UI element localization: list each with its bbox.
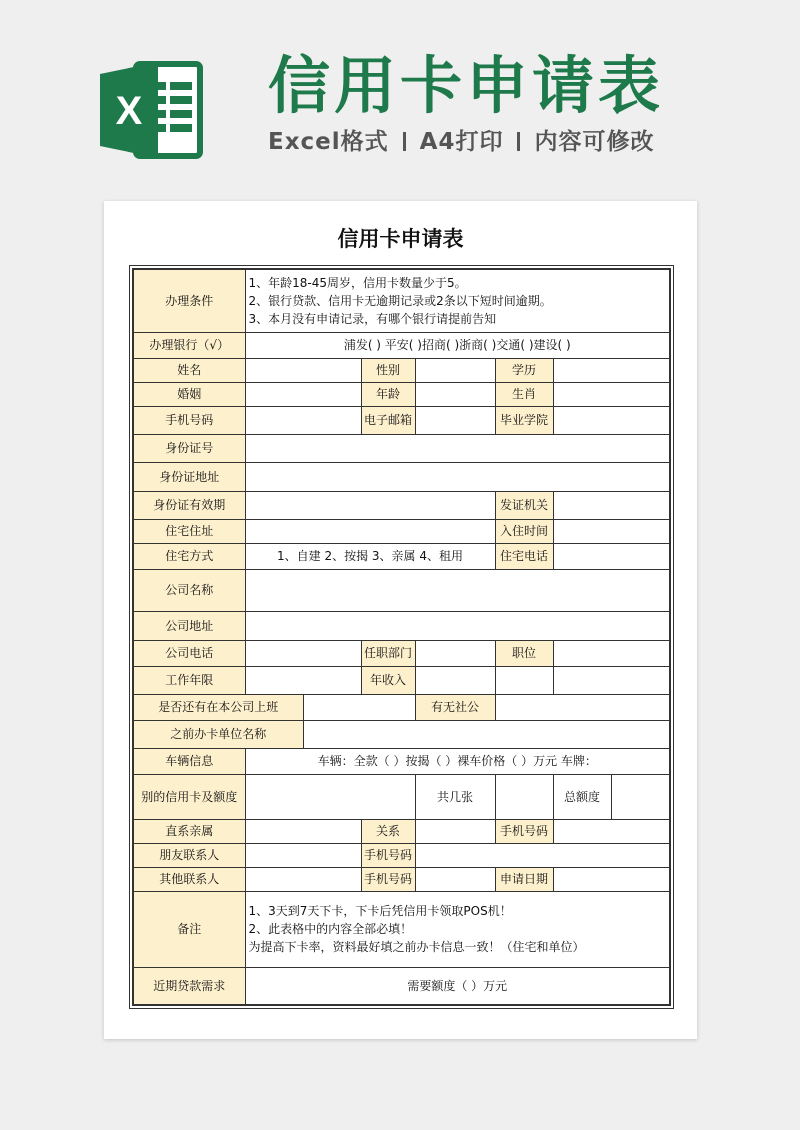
home-phone-label: 住宅电话 (495, 543, 553, 569)
page-title: 信用卡申请表 (268, 49, 665, 122)
total-limit-label: 总额度 (553, 774, 611, 819)
bank-label: 办理银行（√） (133, 332, 245, 358)
issuer-label: 发证机关 (495, 491, 553, 519)
remarks-label: 备注 (133, 891, 245, 967)
zodiac-label: 生肖 (495, 382, 553, 406)
gender-label: 性别 (361, 358, 415, 382)
work-years-field[interactable] (245, 666, 361, 694)
relative-phone-label: 手机号码 (495, 819, 553, 843)
id-number-label: 身份证号 (133, 434, 245, 462)
annual-income-field[interactable] (415, 666, 495, 694)
still-working-field[interactable] (303, 694, 415, 720)
home-address-field[interactable] (245, 519, 495, 543)
total-limit-field[interactable] (611, 774, 670, 819)
company-address-field[interactable] (245, 611, 670, 640)
other-contact-phone-field[interactable] (415, 867, 495, 891)
department-field[interactable] (415, 640, 495, 666)
conditions-text (245, 269, 670, 332)
id-address-label: 身份证地址 (133, 462, 245, 491)
other-cards-field[interactable] (245, 774, 415, 819)
still-working-label: 是否还有在本公司上班 (133, 694, 303, 720)
blank-cell[interactable] (553, 666, 670, 694)
bank-options[interactable]: 浦发( ) 平安( )招商( )浙商( )交通( )建设( ) (245, 332, 670, 358)
relative-phone-field[interactable] (553, 819, 670, 843)
social-security-label: 有无社公 (415, 694, 495, 720)
prev-card-employer-field[interactable] (303, 720, 670, 748)
company-phone-label: 公司电话 (133, 640, 245, 666)
id-address-field[interactable] (245, 462, 670, 491)
company-name-field[interactable] (245, 569, 670, 611)
other-contact-phone-label: 手机号码 (361, 867, 415, 891)
school-label: 毕业学院 (495, 406, 553, 434)
separator (517, 132, 520, 151)
education-label: 学历 (495, 358, 553, 382)
subtitle-format: Excel格式 (268, 129, 389, 155)
company-phone-field[interactable] (245, 640, 361, 666)
name-field[interactable] (245, 358, 361, 382)
remark-line: 1、3天到7天下卡，下卡后凭信用卡领取POS机！ (248, 904, 512, 918)
subtitle (268, 125, 654, 159)
relation-field[interactable] (415, 819, 495, 843)
phone-field[interactable] (245, 406, 361, 434)
apply-date-field[interactable] (553, 867, 670, 891)
vehicle-text[interactable]: 车辆：全款（ ）按揭（ ）裸车价格（ ）万元 车牌： (245, 748, 670, 774)
loan-need-text[interactable]: 需要额度（ ）万元 (245, 967, 670, 1005)
age-label: 年龄 (361, 382, 415, 406)
remark-line: 为提高下卡率，资料最好填之前办卡信息一致！（住宅和单位） (248, 940, 585, 954)
education-field[interactable] (553, 358, 670, 382)
svg-text:X: X (115, 89, 143, 133)
marriage-label: 婚姻 (133, 382, 245, 406)
other-contact-field[interactable] (245, 867, 361, 891)
apply-date-label: 申请日期 (495, 867, 553, 891)
gender-field[interactable] (415, 358, 495, 382)
subtitle-editable: 内容可修改 (534, 129, 655, 155)
vehicle-label: 车辆信息 (133, 748, 245, 774)
annual-income-label: 年收入 (361, 666, 415, 694)
other-contact-label: 其他联系人 (133, 867, 245, 891)
prev-card-employer-label: 之前办卡单位名称 (133, 720, 303, 748)
move-in-label: 入住时间 (495, 519, 553, 543)
name-label: 姓名 (133, 358, 245, 382)
page-header (0, 0, 800, 190)
phone-label: 手机号码 (133, 406, 245, 434)
card-count-field[interactable] (495, 774, 553, 819)
issuer-field[interactable] (553, 491, 670, 519)
subtitle-print: A4打印 (419, 129, 504, 155)
relative-label: 直系亲属 (133, 819, 245, 843)
department-label: 任职部门 (361, 640, 415, 666)
friend-label: 朋友联系人 (133, 843, 245, 867)
condition-line: 2、银行贷款、信用卡无逾期记录或2条以下短时间逾期。 (248, 293, 552, 308)
home-type-options[interactable]: 1、自建 2、按揭 3、亲属 4、租用 (245, 543, 495, 569)
home-address-label: 住宅住址 (133, 519, 245, 543)
other-cards-label: 别的信用卡及额度 (133, 774, 245, 819)
remark-line: 2、此表格中的内容全部必填！ (248, 922, 413, 936)
move-in-field[interactable] (553, 519, 670, 543)
id-validity-label: 身份证有效期 (133, 491, 245, 519)
form-sheet (104, 201, 697, 1039)
excel-logo-icon (100, 60, 204, 160)
position-field[interactable] (553, 640, 670, 666)
email-label: 电子邮箱 (361, 406, 415, 434)
marriage-field[interactable] (245, 382, 361, 406)
home-phone-field[interactable] (553, 543, 670, 569)
age-field[interactable] (415, 382, 495, 406)
school-field[interactable] (553, 406, 670, 434)
id-validity-field[interactable] (245, 491, 495, 519)
application-form-table (132, 268, 671, 1006)
condition-line: 1、年龄18-45周岁，信用卡数量少于5。 (248, 275, 467, 290)
card-count-label: 共几张 (415, 774, 495, 819)
work-years-label: 工作年限 (133, 666, 245, 694)
home-type-label: 住宅方式 (133, 543, 245, 569)
zodiac-field[interactable] (553, 382, 670, 406)
form-title: 信用卡申请表 (337, 227, 464, 251)
company-address-label: 公司地址 (133, 611, 245, 640)
relation-label: 关系 (361, 819, 415, 843)
conditions-label: 办理条件 (133, 269, 245, 332)
company-name-label: 公司名称 (133, 569, 245, 611)
id-number-field[interactable] (245, 434, 670, 462)
loan-need-label: 近期贷款需求 (133, 967, 245, 1005)
social-security-field[interactable] (495, 694, 670, 720)
friend-phone-label: 手机号码 (361, 843, 415, 867)
friend-field[interactable] (245, 843, 361, 867)
friend-phone-field[interactable] (415, 843, 670, 867)
relative-field[interactable] (245, 819, 361, 843)
remarks-text (245, 891, 670, 967)
blank-cell[interactable] (495, 666, 553, 694)
condition-line: 3、本月没有申请记录，有哪个银行请提前告知 (248, 311, 497, 326)
position-label: 职位 (495, 640, 553, 666)
separator (403, 132, 406, 151)
email-field[interactable] (415, 406, 495, 434)
